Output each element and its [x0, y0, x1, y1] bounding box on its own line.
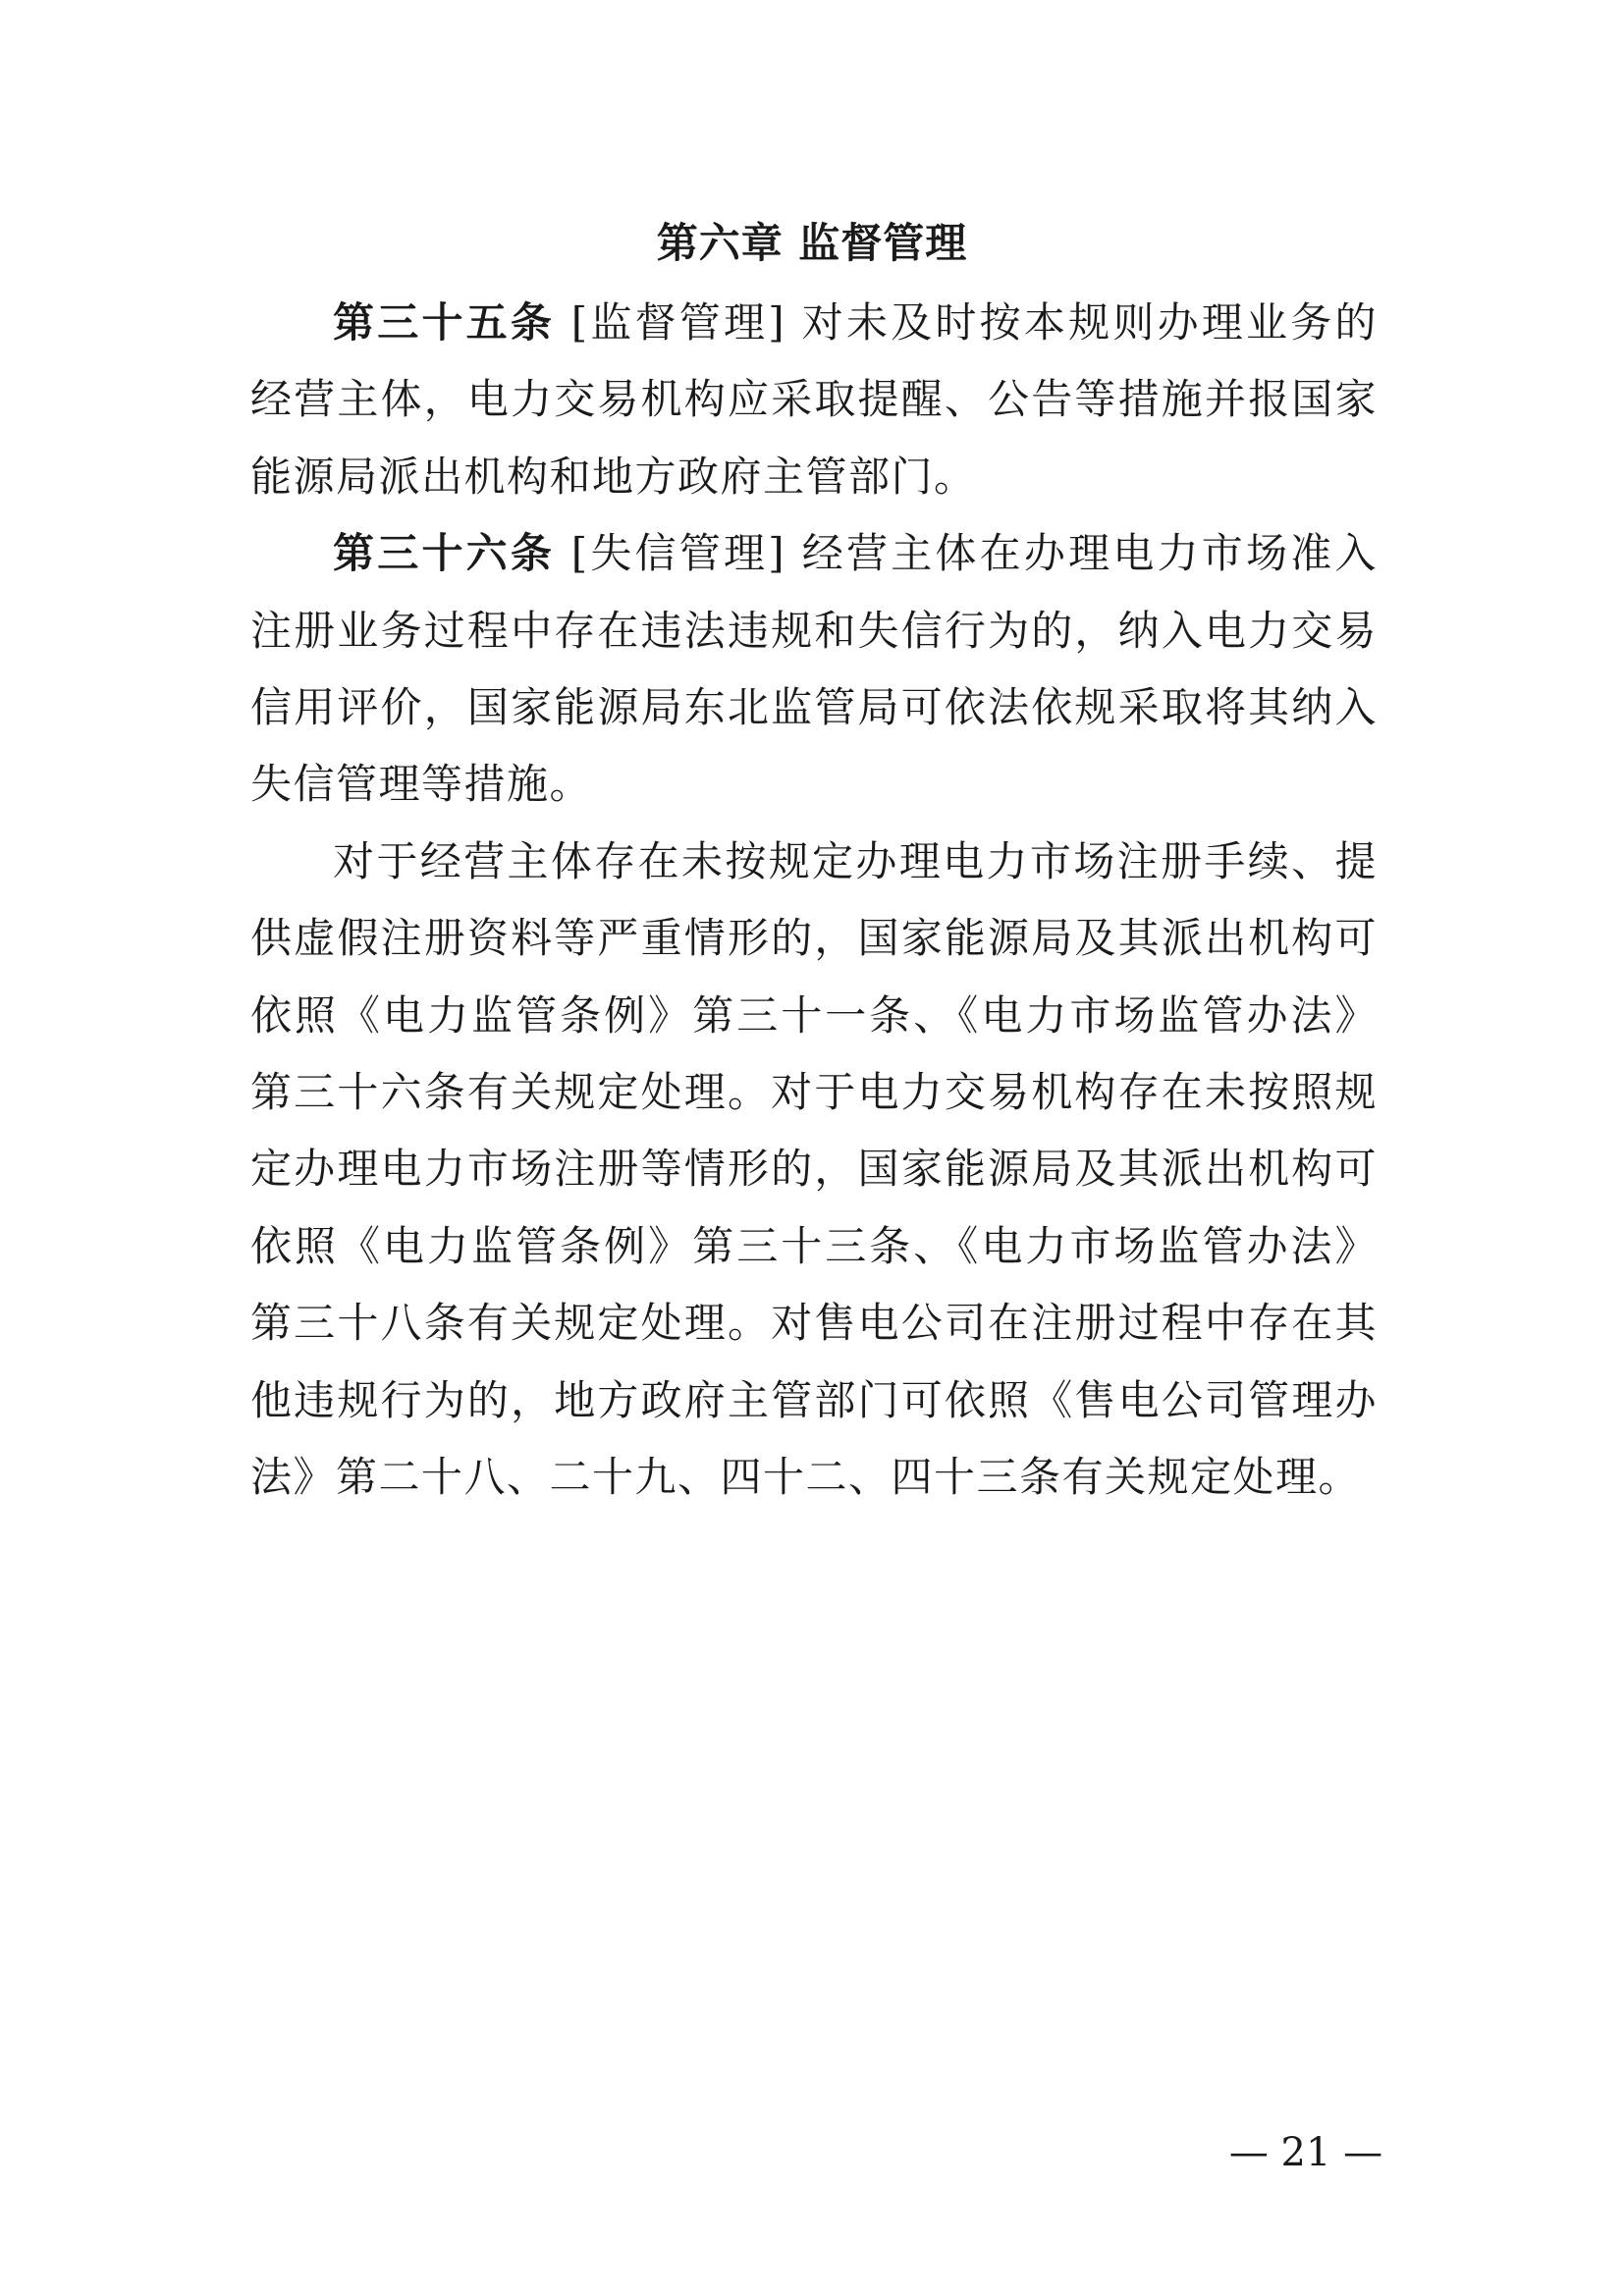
article-35-heading: [监督管理] — [555, 298, 802, 347]
chapter-title: 第六章 监督管理 — [656, 219, 968, 267]
article-36-text: 经营主体在办理电力市场准入注册业务过程中存在违法违规和失信行为的，纳入电力交易信用评价，国家能源局东北监管局可依法依规采取将其纳入失信管理等措施。 — [250, 529, 1378, 809]
article-35-text: 对未及时按本规则办理业务的经营主体，电力交易机构应采取提醒、公告等措施并报国家能源局派出机构和地方政府主管部门。 — [250, 298, 1378, 501]
article-35-paragraph — [250, 285, 1378, 515]
article-36-heading: [失信管理] — [555, 529, 802, 578]
document-body — [250, 285, 1378, 1517]
article-36-penalty-paragraph: 对于经营主体存在未按规定办理电力市场注册手续、提供虚假注册资料等严重情形的，国家能源局及其派出机构可依照《电力监管条例》第三十一条、《电力市场监管办法》第三十六条有关规定处理。对于电力交易机构存在未按照规定办理电力市场注册等情形的，国家能源局及其派出机构可依照《电力监管条例》第三十三条、《电力市场监管办法》第三十八条有关规定处理。对售电公司在注册过程中存在其他违规行为的，地方政府主管部门可依照《售电公司管理办法》第二十八、二十九、四十二、四十三条有关规定处理。 — [250, 836, 1378, 1502]
article-35-number: 第三十五条 — [333, 298, 556, 347]
article-36-paragraph — [250, 515, 1378, 824]
article-36-number: 第三十六条 — [333, 529, 556, 578]
page-number: — 21 — — [1228, 2130, 1383, 2175]
